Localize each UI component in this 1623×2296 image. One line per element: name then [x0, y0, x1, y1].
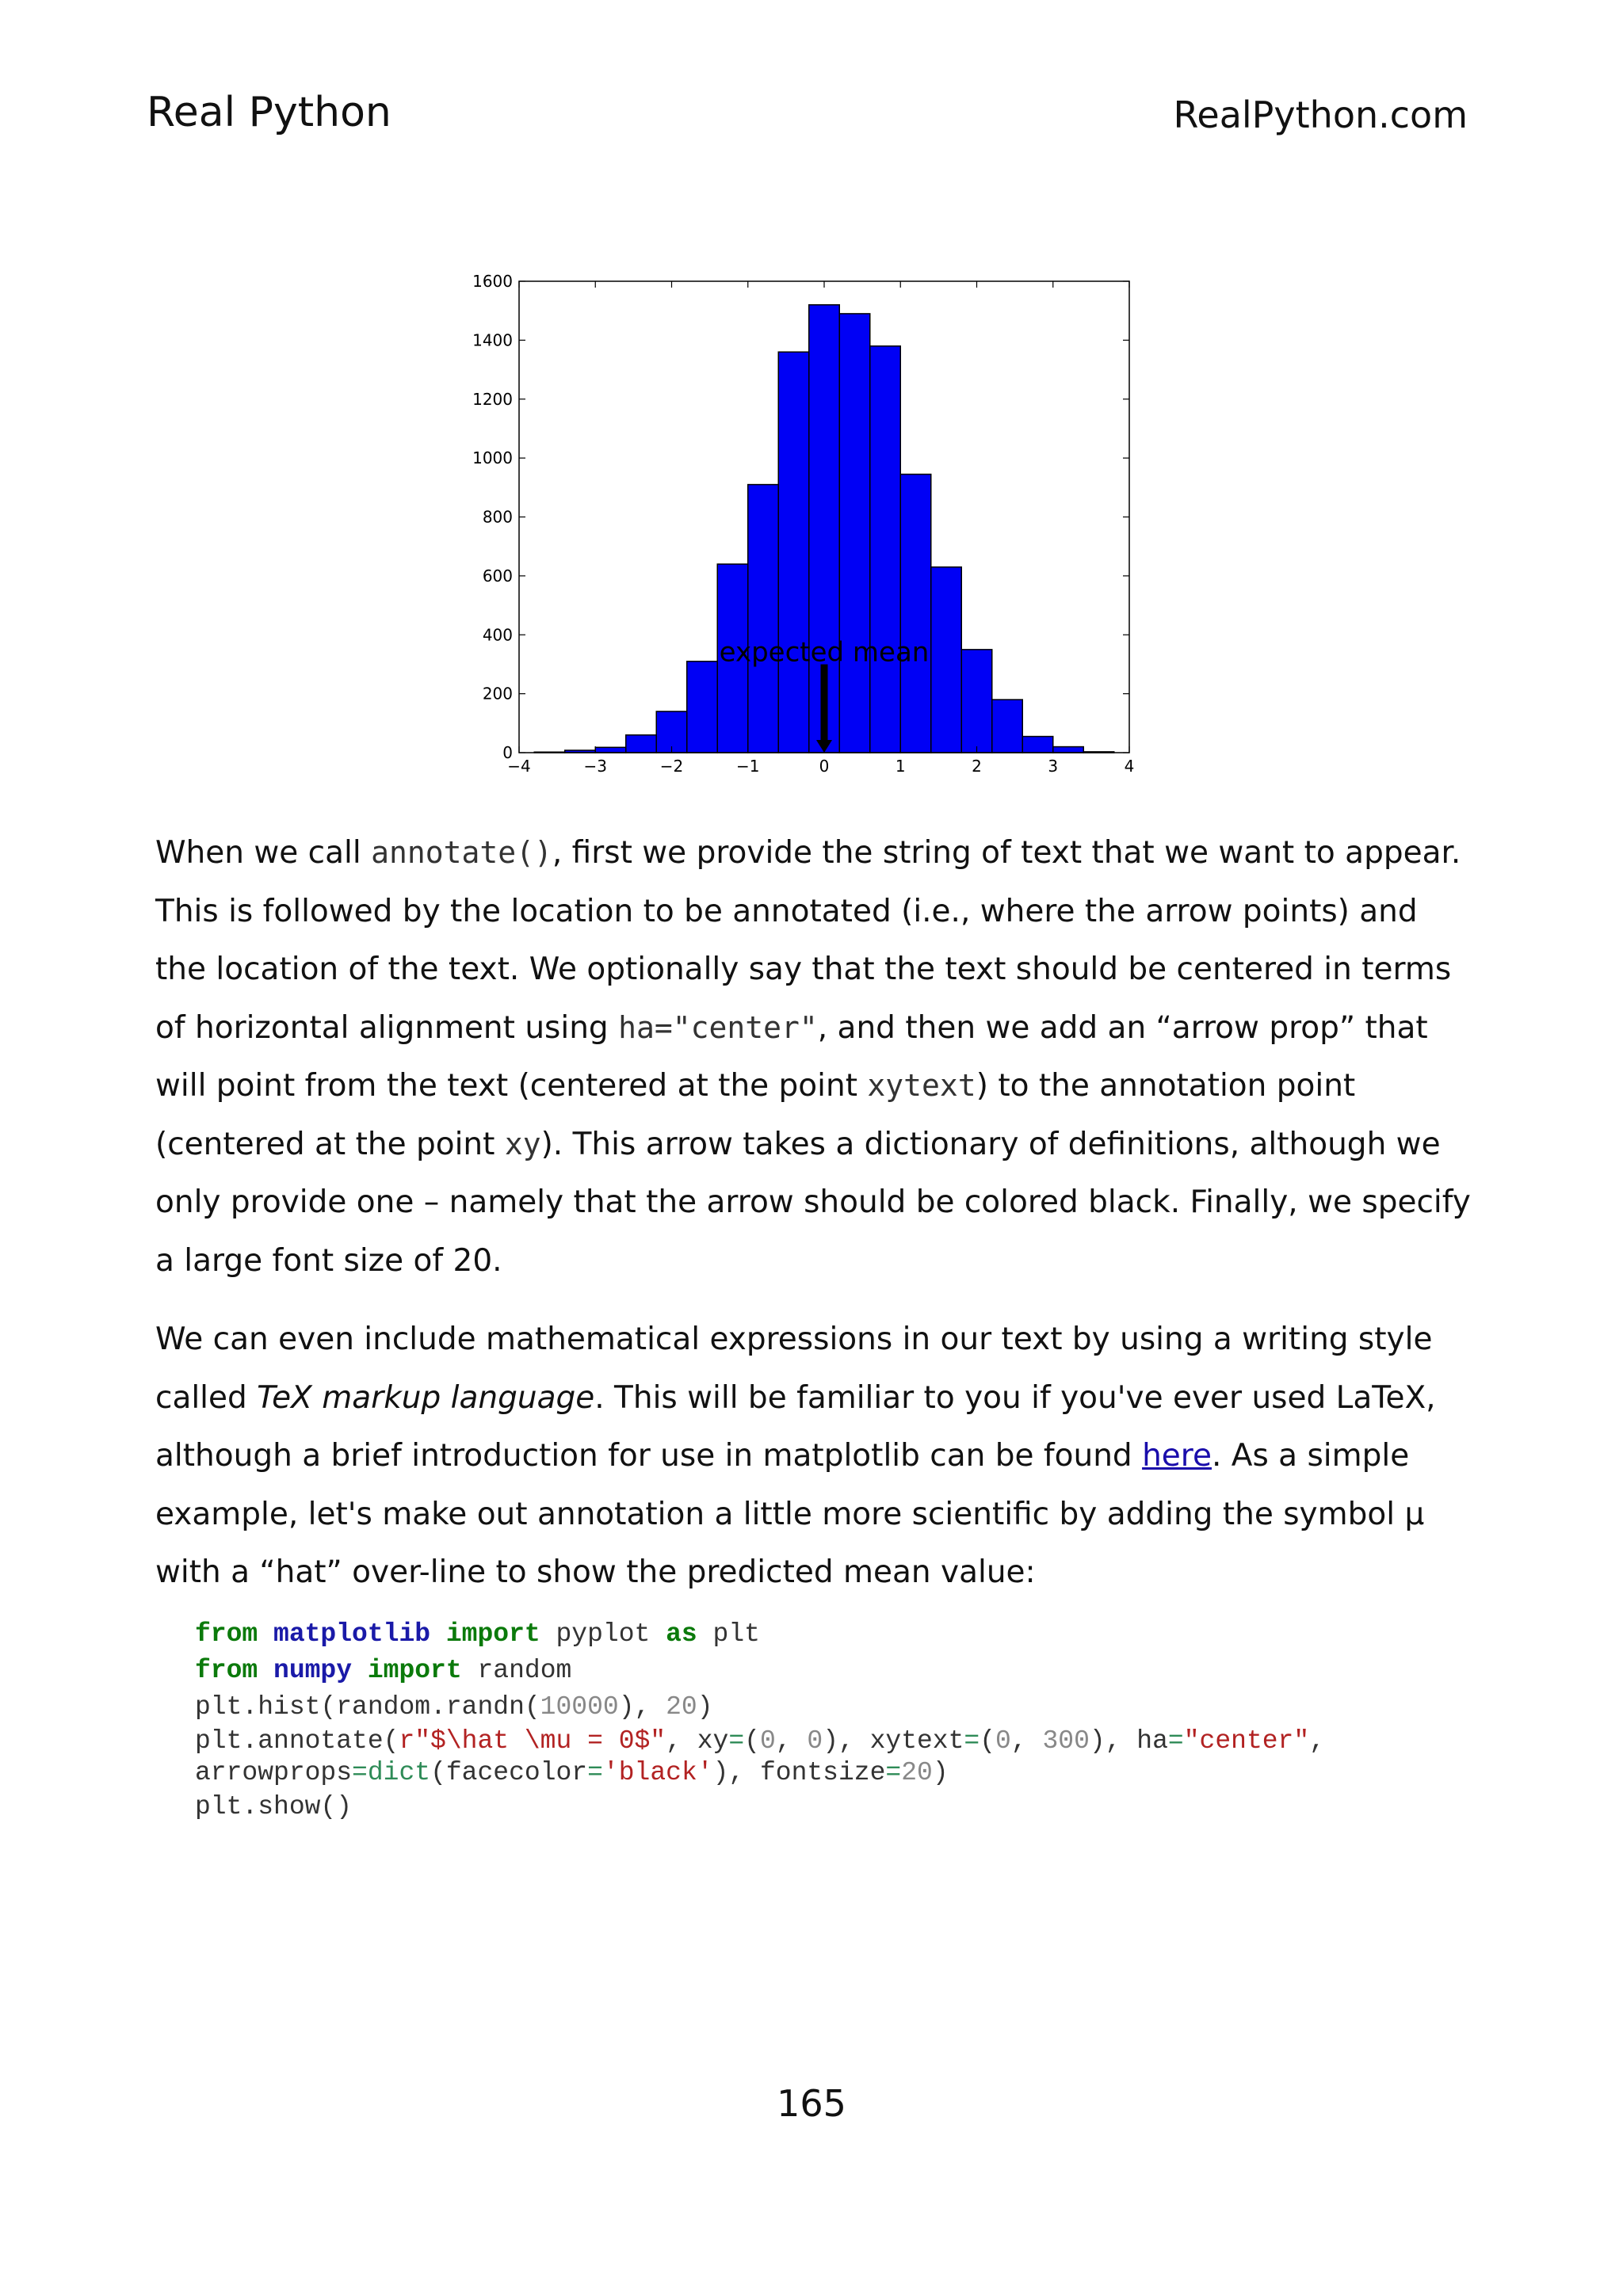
histogram-bar: [687, 662, 718, 753]
y-tick-label: 400: [482, 625, 513, 645]
histogram-bar: [870, 346, 901, 753]
histogram-bar: [931, 567, 962, 753]
emphasis: TeX markup language: [257, 1379, 595, 1416]
histogram-bar: [839, 314, 870, 753]
here-link[interactable]: here: [1142, 1438, 1212, 1474]
histogram-chart: [444, 265, 1157, 788]
histogram-bar: [595, 747, 626, 753]
y-tick-label: 600: [482, 566, 513, 585]
paragraph-annotate: When we call annotate(), first we provide the string of text that we want to appear. This is followed by the location to be annotated (i.e., where the arrow points) and the location of the text. We optionally say that the text should be centered in terms of horizontal alignment using ha="center", and then we add an “arrow prop” that will point from the text (centered at the point xytext) to the annotation point (centered at the point xy). This arrow takes a dictionary of definitions, although we only provide one – namely that the arrow should be colored black. Finally, we specify a large font size of 20.: [155, 835, 1471, 1279]
x-tick-label: 2: [972, 757, 982, 776]
histogram-bar: [961, 650, 992, 753]
inline-code: ha="center": [618, 1009, 818, 1045]
x-tick-label: −1: [736, 757, 760, 776]
y-tick-label: 0: [502, 743, 513, 762]
page-number: 165: [777, 2082, 846, 2125]
inline-code: xy: [504, 1126, 541, 1161]
x-tick-label: −2: [659, 757, 684, 776]
y-tick-label: 1400: [472, 330, 513, 350]
histogram-bar: [1053, 747, 1084, 753]
header-site: RealPython.com: [1173, 93, 1468, 136]
histogram-bar: [992, 700, 1023, 753]
y-tick-label: 1200: [472, 389, 513, 409]
code-block: [195, 1616, 1325, 1825]
y-tick-label: 1000: [472, 448, 513, 468]
code-line: plt.show(): [195, 1792, 353, 1821]
y-tick-label: 200: [482, 684, 513, 704]
header-title: Real Python: [147, 89, 391, 136]
x-tick-label: 3: [1048, 757, 1059, 776]
code-line: arrowprops=dict(facecolor='black'), fontsize=20): [195, 1758, 949, 1787]
x-tick-label: 4: [1124, 757, 1135, 776]
y-tick-label: 1600: [472, 272, 513, 291]
x-tick-label: 0: [819, 757, 830, 776]
x-tick-label: −3: [583, 757, 607, 776]
histogram-bar: [1022, 737, 1053, 753]
code-line: from numpy import random: [195, 1656, 572, 1685]
x-tick-label: 1: [895, 757, 906, 776]
histogram-bar: [748, 485, 779, 753]
inline-code: annotate(): [371, 835, 552, 870]
x-tick-label: −4: [507, 757, 531, 776]
inline-code: xytext: [867, 1068, 976, 1103]
code-line: plt.annotate(r"$\hat \mu = 0$", xy=(0, 0), xytext=(0, 300), ha="center",: [195, 1726, 1325, 1756]
histogram-bar: [900, 475, 931, 753]
paragraph-tex: We can even include mathematical expressions in our text by using a writing style called TeX markup language. This will be familiar to you if you've ever used LaTeX, although a brief introduction for use in matplotlib can be found here. As a simple example, let's make out annotation a little more scientific by adding the symbol μ with a “hat” over-line to show the predicted mean value:: [155, 1322, 1436, 1590]
annotation-label: expected mean: [719, 636, 930, 669]
y-tick-label: 800: [482, 507, 513, 527]
histogram-bar: [778, 352, 809, 753]
histogram-bar: [626, 735, 657, 753]
code-line: from matplotlib import pyplot as plt: [195, 1619, 760, 1649]
code-line: plt.hist(random.randn(10000), 20): [195, 1692, 713, 1722]
